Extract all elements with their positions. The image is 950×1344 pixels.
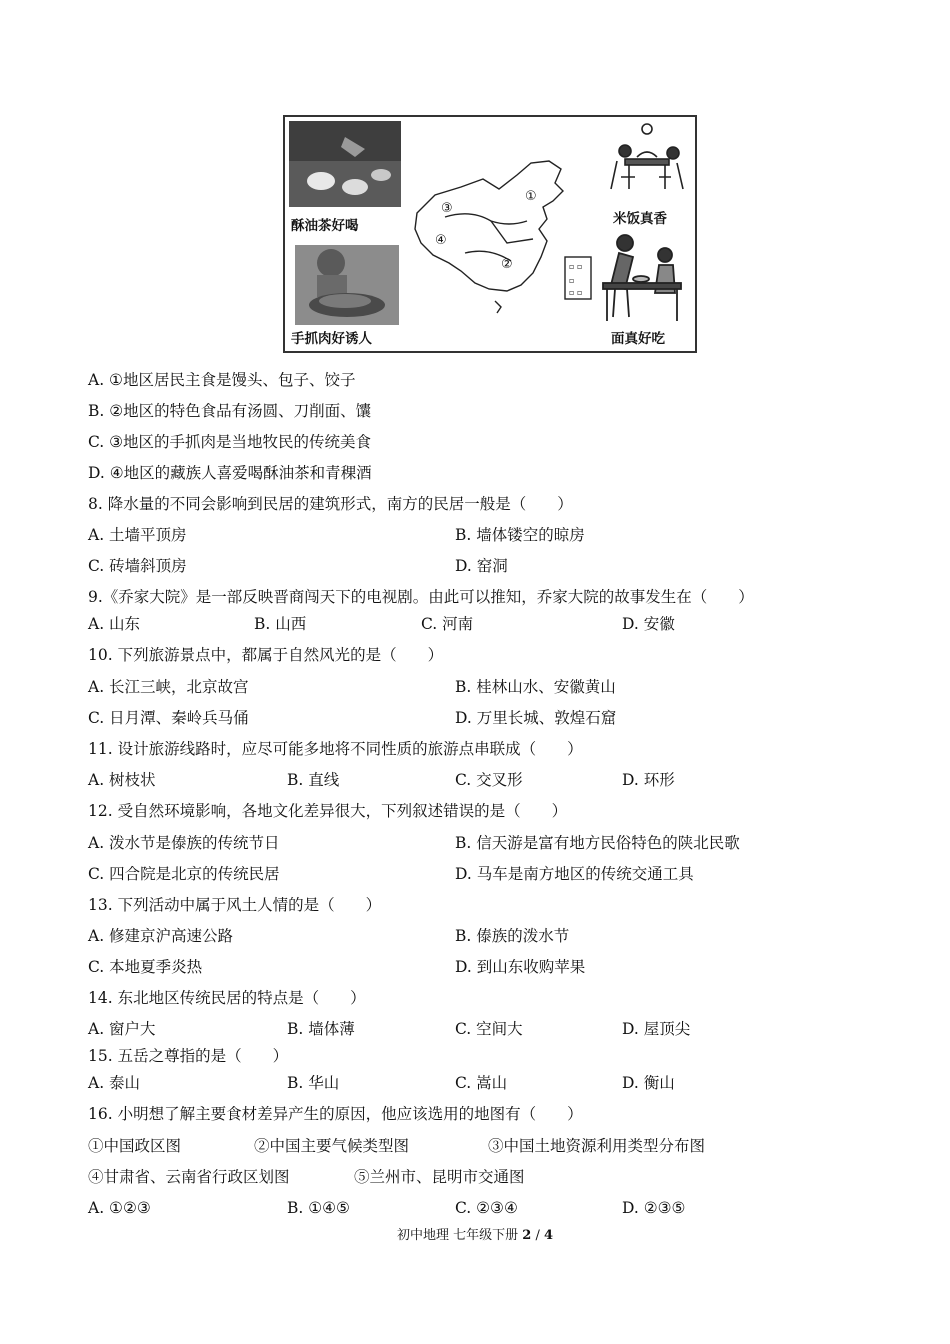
q16-choice-3: ③中国土地资源利用类型分布图 bbox=[488, 1137, 706, 1155]
q15-option-b: B. 华山 bbox=[287, 1074, 340, 1092]
rice-drawing bbox=[611, 124, 683, 189]
q12-option-b: B. 信天游是富有地方民俗特色的陕北民歌 bbox=[455, 834, 740, 852]
q15-stem: 15. 五岳之尊指的是（ ） bbox=[88, 1047, 289, 1065]
q12-option-a: A. 泼水节是傣族的传统节日 bbox=[88, 834, 280, 852]
q13-option-a: A. 修建京沪高速公路 bbox=[88, 927, 234, 945]
q9-option-c: C. 河南 bbox=[421, 615, 474, 633]
q11-option-a: A. 树枝状 bbox=[88, 771, 156, 789]
q14-stem: 14. 东北地区传统民居的特点是（ ） bbox=[88, 989, 366, 1007]
q10-option-b: B. 桂林山水、安徽黄山 bbox=[455, 678, 616, 696]
q8-option-d: D. 窑洞 bbox=[455, 557, 508, 575]
q9-option-a: A. 山东 bbox=[88, 615, 141, 633]
q8-option-a: A. 土墙平顶房 bbox=[88, 526, 187, 544]
scale-box bbox=[565, 257, 591, 299]
q16-choice-4: ④甘肃省、云南省行政区划图 bbox=[88, 1168, 290, 1186]
q7-option-c: C. ③地区的手抓肉是当地牧民的传统美食 bbox=[88, 433, 372, 451]
q8-option-c: C. 砖墙斜顶房 bbox=[88, 557, 187, 575]
q16-option-c: C. ②③④ bbox=[455, 1199, 518, 1217]
map-label-3: ③ bbox=[441, 201, 453, 216]
footer-separator: / bbox=[535, 1228, 540, 1243]
q7-option-d: D. ④地区的藏族人喜爱喝酥油茶和青稞酒 bbox=[88, 464, 372, 482]
q7-option-b: B. ②地区的特色食品有汤圆、刀削面、馕 bbox=[88, 402, 372, 420]
footer-page-total: 4 bbox=[543, 1228, 554, 1243]
footer-page-number: 2 bbox=[522, 1228, 532, 1243]
q16-choice-5: ⑤兰州市、昆明市交通图 bbox=[354, 1168, 525, 1186]
page-footer bbox=[0, 1226, 950, 1246]
q10-option-c: C. 日月潭、秦岭兵马俑 bbox=[88, 709, 249, 727]
q14-option-b: B. 墙体薄 bbox=[287, 1020, 355, 1038]
food-figure bbox=[283, 115, 697, 353]
q10-option-d: D. 万里长城、敦煌石窟 bbox=[455, 709, 617, 727]
svg-text:▫: ▫ bbox=[569, 276, 575, 285]
q16-option-a: A. ①②③ bbox=[88, 1199, 151, 1217]
q11-stem: 11. 设计旅游线路时，应尽可能多地将不同性质的旅游点串联成（ ） bbox=[88, 740, 583, 758]
q8-option-b: B. 墙体镂空的晾房 bbox=[455, 526, 585, 544]
map-label-4: ④ bbox=[435, 233, 447, 248]
q13-stem: 13. 下列活动中属于风土人情的是（ ） bbox=[88, 896, 382, 914]
q9-stem: 9.《乔家大院》是一部反映晋商闯天下的电视剧。由此可以推知，乔家大院的故事发生在（ ） bbox=[88, 588, 754, 606]
svg-text:▫ ▫: ▫ ▫ bbox=[569, 288, 583, 297]
q14-option-a: A. 窗户大 bbox=[88, 1020, 156, 1038]
svg-text:▫ ▫: ▫ ▫ bbox=[569, 262, 583, 271]
q16-option-b: B. ①④⑤ bbox=[287, 1199, 350, 1217]
q16-choice-2: ②中国主要气候类型图 bbox=[254, 1137, 410, 1155]
food-figure-art bbox=[285, 117, 695, 351]
caption-hand-meat: 手抓肉好诱人 bbox=[291, 331, 372, 347]
map-label-2: ② bbox=[501, 257, 513, 272]
q13-option-c: C. 本地夏季炎热 bbox=[88, 958, 203, 976]
q12-option-c: C. 四合院是北京的传统民居 bbox=[88, 865, 280, 883]
q8-stem: 8. 降水量的不同会影响到民居的建筑形式，南方的民居一般是（ ） bbox=[88, 495, 573, 513]
q15-option-d: D. 衡山 bbox=[622, 1074, 675, 1092]
q11-option-c: C. 交叉形 bbox=[455, 771, 523, 789]
q15-option-c: C. 嵩山 bbox=[455, 1074, 508, 1092]
q9-option-b: B. 山西 bbox=[254, 615, 307, 633]
q12-option-d: D. 马车是南方地区的传统交通工具 bbox=[455, 865, 694, 883]
q10-option-a: A. 长江三峡，北京故宫 bbox=[88, 678, 249, 696]
caption-noodles: 面真好吃 bbox=[611, 331, 665, 347]
q14-option-c: C. 空间大 bbox=[455, 1020, 523, 1038]
q13-option-b: B. 傣族的泼水节 bbox=[455, 927, 570, 945]
map-label-1: ① bbox=[525, 189, 537, 204]
hand-meat-photo bbox=[295, 245, 399, 325]
butter-tea-photo bbox=[289, 121, 401, 207]
q7-option-a: A. ①地区居民主食是馒头、包子、饺子 bbox=[88, 371, 356, 389]
q13-option-d: D. 到山东收购苹果 bbox=[455, 958, 586, 976]
q12-stem: 12. 受自然环境影响，各地文化差异很大，下列叙述错误的是（ ） bbox=[88, 802, 568, 820]
q15-option-a: A. 泰山 bbox=[88, 1074, 141, 1092]
q16-choice-1: ①中国政区图 bbox=[88, 1137, 182, 1155]
q11-option-d: D. 环形 bbox=[622, 771, 675, 789]
q9-option-d: D. 安徽 bbox=[622, 615, 675, 633]
q16-stem: 16. 小明想了解主要食材差异产生的原因，他应该选用的地图有（ ） bbox=[88, 1105, 583, 1123]
q14-option-d: D. 屋顶尖 bbox=[622, 1020, 691, 1038]
q10-stem: 10. 下列旅游景点中，都属于自然风光的是（ ） bbox=[88, 646, 444, 664]
q16-option-d: D. ②③⑤ bbox=[622, 1199, 686, 1217]
caption-rice: 米饭真香 bbox=[613, 211, 667, 227]
footer-text: 初中地理 七年级下册 bbox=[396, 1228, 519, 1243]
noodles-drawing bbox=[603, 235, 681, 321]
q11-option-b: B. 直线 bbox=[287, 771, 340, 789]
caption-butter-tea: 酥油茶好喝 bbox=[291, 218, 359, 234]
